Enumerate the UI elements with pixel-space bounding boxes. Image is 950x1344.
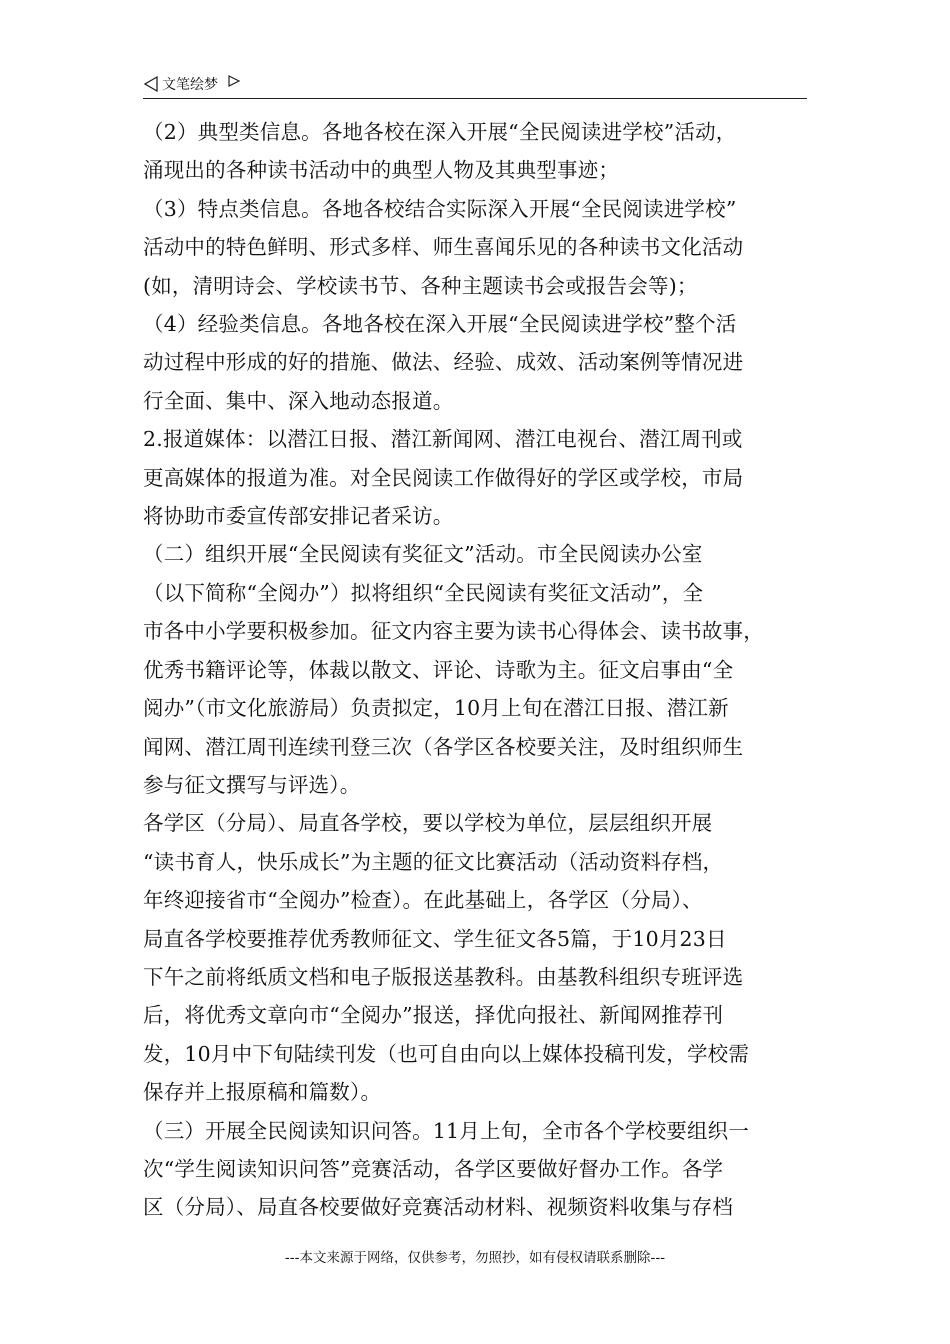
left-triangle-icon [143, 76, 159, 92]
text-line: 区（分局）、局直各校要做好竞赛活动材料、视频资料收集与存档 [143, 1195, 734, 1220]
text-line: 局直各学校要推荐优秀教师征文、学生征文各5篇，于10月23日 [143, 926, 727, 951]
text-line: 优秀书籍评论等，体裁以散文、评论、诗歌为主。征文启事由“全 [143, 657, 734, 682]
right-triangle-icon [227, 74, 241, 88]
text-line: 次“学生阅读知识问答”竞赛活动，各学区要做好督办工作。各学 [143, 1156, 724, 1181]
header-brand-text: 文笔绘梦 [162, 77, 218, 93]
document-body [143, 113, 807, 1227]
text-line: （4）经验类信息。各地各校在深入开展“全民阅读进学校”整个活 [143, 312, 737, 337]
text-line: 2.报道媒体：以潜江日报、潜江新闻网、潜江电视台、潜江周刊或 [143, 427, 743, 452]
footer-disclaimer: ---本文来源于网络，仅供参考，勿照抄，如有侵权请联系删除--- [284, 1250, 666, 1266]
text-line: 参与征文撰写与评选）。 [143, 772, 361, 797]
text-line: (如，清明诗会、学校读书节、各种主题读书会或报告会等)； [143, 273, 698, 298]
text-line: （2）典型类信息。各地各校在深入开展“全民阅读进学校”活动， [143, 120, 737, 144]
text-line: “读书育人，快乐成长”为主题的征文比赛活动（活动资料存档， [143, 849, 724, 874]
text-line: 更高媒体的报道为准。对全民阅读工作做得好的学区或学校，市局 [143, 465, 744, 490]
header-brand [143, 74, 241, 94]
text-line: （以下简称“全阅办”）拟将组织“全民阅读有奖征文活动”，全 [143, 580, 704, 605]
text-line: 活动中的特色鲜明、形式多样、师生喜闻乐见的各种读书文化活动 [143, 235, 744, 260]
text-line: 年终迎接省市“全阅办”检查）。在此基础上，各学区（分局）、 [143, 888, 703, 913]
text-line: 发，10月中下旬陆续刊发（也可自由向以上媒体投稿刊发，学校需 [143, 1041, 750, 1066]
page-header [143, 72, 807, 99]
text-line: 市各中小学要积极参加。征文内容主要为读书心得体会、读书故事， [143, 619, 764, 644]
text-line: 阅办”（市文化旅游局）负责拟定，10月上旬在潜江日报、潜江新 [143, 696, 729, 721]
text-line: （二）组织开展“全民阅读有奖征文”活动。市全民阅读办公室 [143, 542, 703, 567]
text-line: 将协助市委宣传部安排记者采访。 [143, 504, 454, 529]
text-line: 下午之前将纸质文档和电子版报送基教科。由基教科组织专班评选 [143, 964, 744, 989]
text-line: 各学区（分局）、局直各学校，要以学校为单位，层层组织开展 [143, 811, 713, 836]
text-line: 动过程中形成的好的措施、做法、经验、成效、活动案例等情况进 [143, 350, 744, 375]
text-line: 涌现出的各种读书活动中的典型人物及其典型事迹； [143, 158, 620, 183]
text-line: （3）特点类信息。各地各校结合实际深入开展“全民阅读进学校” [143, 196, 737, 221]
text-line: 后，将优秀文章向市“全阅办”报送，择优向报社、新闻网推荐刊 [143, 1003, 724, 1028]
text-line: 行全面、集中、深入地动态报道。 [143, 388, 454, 413]
text-line: 保存并上报原稿和篇数）。 [143, 1080, 382, 1105]
text-line: （三）开展全民阅读知识问答。11月上旬，全市各个学校要组织一 [143, 1118, 750, 1143]
text-line: 闻网、潜江周刊连续刊登三次（各学区各校要关注，及时组织师生 [143, 734, 744, 759]
